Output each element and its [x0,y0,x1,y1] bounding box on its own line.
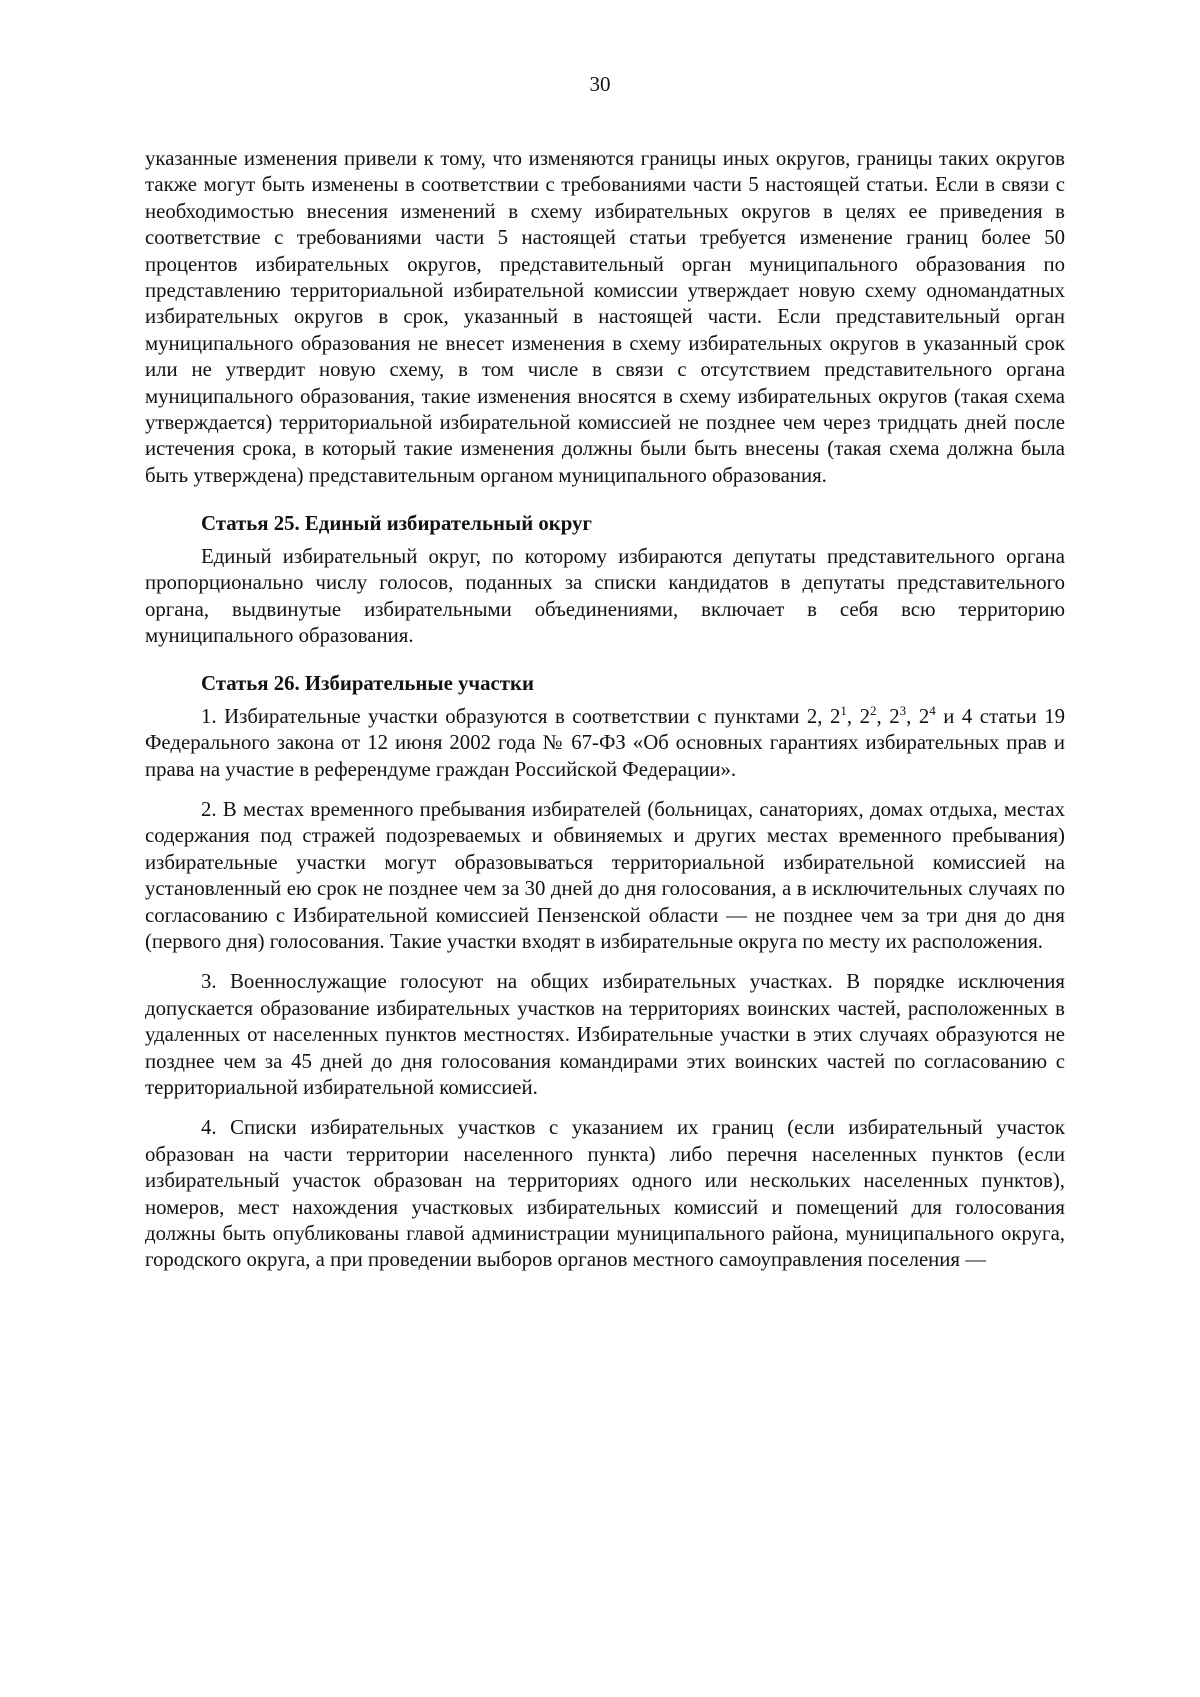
superscript-4: 4 [929,702,936,718]
superscript-3: 3 [899,702,907,718]
article-25-heading: Статья 25. Единый избирательный округ [201,512,592,536]
item-1-separator-2: , 2 [876,704,900,728]
article-26-item-4: 4. Списки избирательных участков с указанием их границ (если избирательный участок образован на части территории населенного пункта) либо перечня населенных пунктов (если избирательный участок образован на территориях одного или нескольких населенных пунктов), номеров, мест нахождения участковых избирательных комиссий и помещений для голосования должны быть опубликованы главой администрации муниципального района, муниципального округа, городского округа, а при проведении выборов органов местного самоуправления поселения — [145,1116,1065,1272]
item-1-separator-3: , 2 [906,704,930,728]
page-number: 30 [589,72,611,96]
document-body [145,146,1065,1274]
article-26-item-1 [145,704,1065,783]
article-25-text: Единый избирательный округ, по которому избираются депутаты представительного органа пропорционально числу голосов, поданных за списки кандидатов в депутаты представительного органа, выдвинутые избирательными объединениями, включает в себя всю территорию муниципального образования. [145,544,1065,647]
superscript-2: 2 [870,702,877,718]
article-26-item-3: 3. Военнослужащие голосуют на общих избирательных участках. В порядке исключения допускается образование избирательных участков на территориях воинских частей, расположенных в удаленных от населенных пунктов местностях. Избирательные участки в этих случаях образуются не позднее чем за 45 дней до дня голосования командирами этих воинских частей по согласованию с территориальной избирательной комиссией. [145,970,1065,1099]
item-1-prefix: 1. Избирательные участки образуются в соответствии с пунктами 2, 2 [201,704,841,728]
item-1-separator-1: , 2 [846,704,871,728]
article-26-item-2: 2. В местах временного пребывания избирателей (больницах, санаториях, домах отдыха, местах содержания под стражей подозреваемых и обвиняемых и других местах временного пребывания) избирательные участки могут образовываться территориальной избирательной комиссией на установленный ею срок не позднее чем за 30 дней до дня голосования, а в исключительных случаях по согласованию с Избирательной комиссией Пензенской области — не позднее чем за три дня до дня (первого дня) голосования. Такие участки входят в избирательные округа по месту их расположения. [145,797,1065,953]
superscript-1: 1 [840,702,847,718]
paragraph-continuation: указанные изменения привели к тому, что изменяются границы иных округов, границы таких округов также могут быть изменены в соответствии с требованиями части 5 настоящей статьи. Если в связи с необходимостью внесения изменений в схему избирательных округов в целях ее приведения в соответствие с требованиями части 5 настоящей статьи требуется изменение границ более 50 процентов избирательных округов, представительный орган муниципального образования по представлению территориальной избирательной комиссии утверждает новую схему одномандатных избирательных округов в срок, указанный в настоящей части. Если представительный орган муниципального образования не внесет изменения в схему избирательных округов в указанный срок или не утвердит новую схему, в том числе в связи с отсутствием представительного органа муниципального образования, такие изменения вносятся в схему избирательных округов (такая схема утверждается) территориальной избирательной комиссией не позднее чем через тридцать дней после истечения срока, в который такие изменения должны были быть внесены (такая схема должна была быть утверждена) представительным органом муниципального образования. [145,147,1065,487]
article-26-heading: Статья 26. Избирательные участки [201,672,534,696]
item-1-suffix: и 4 статьи 19 Федерального закона от 12 июня 2002 года № 67-ФЗ «Об основных гарантиях избирательных прав и права на участие в референдуме граждан Российской Федерации». [145,704,1066,781]
